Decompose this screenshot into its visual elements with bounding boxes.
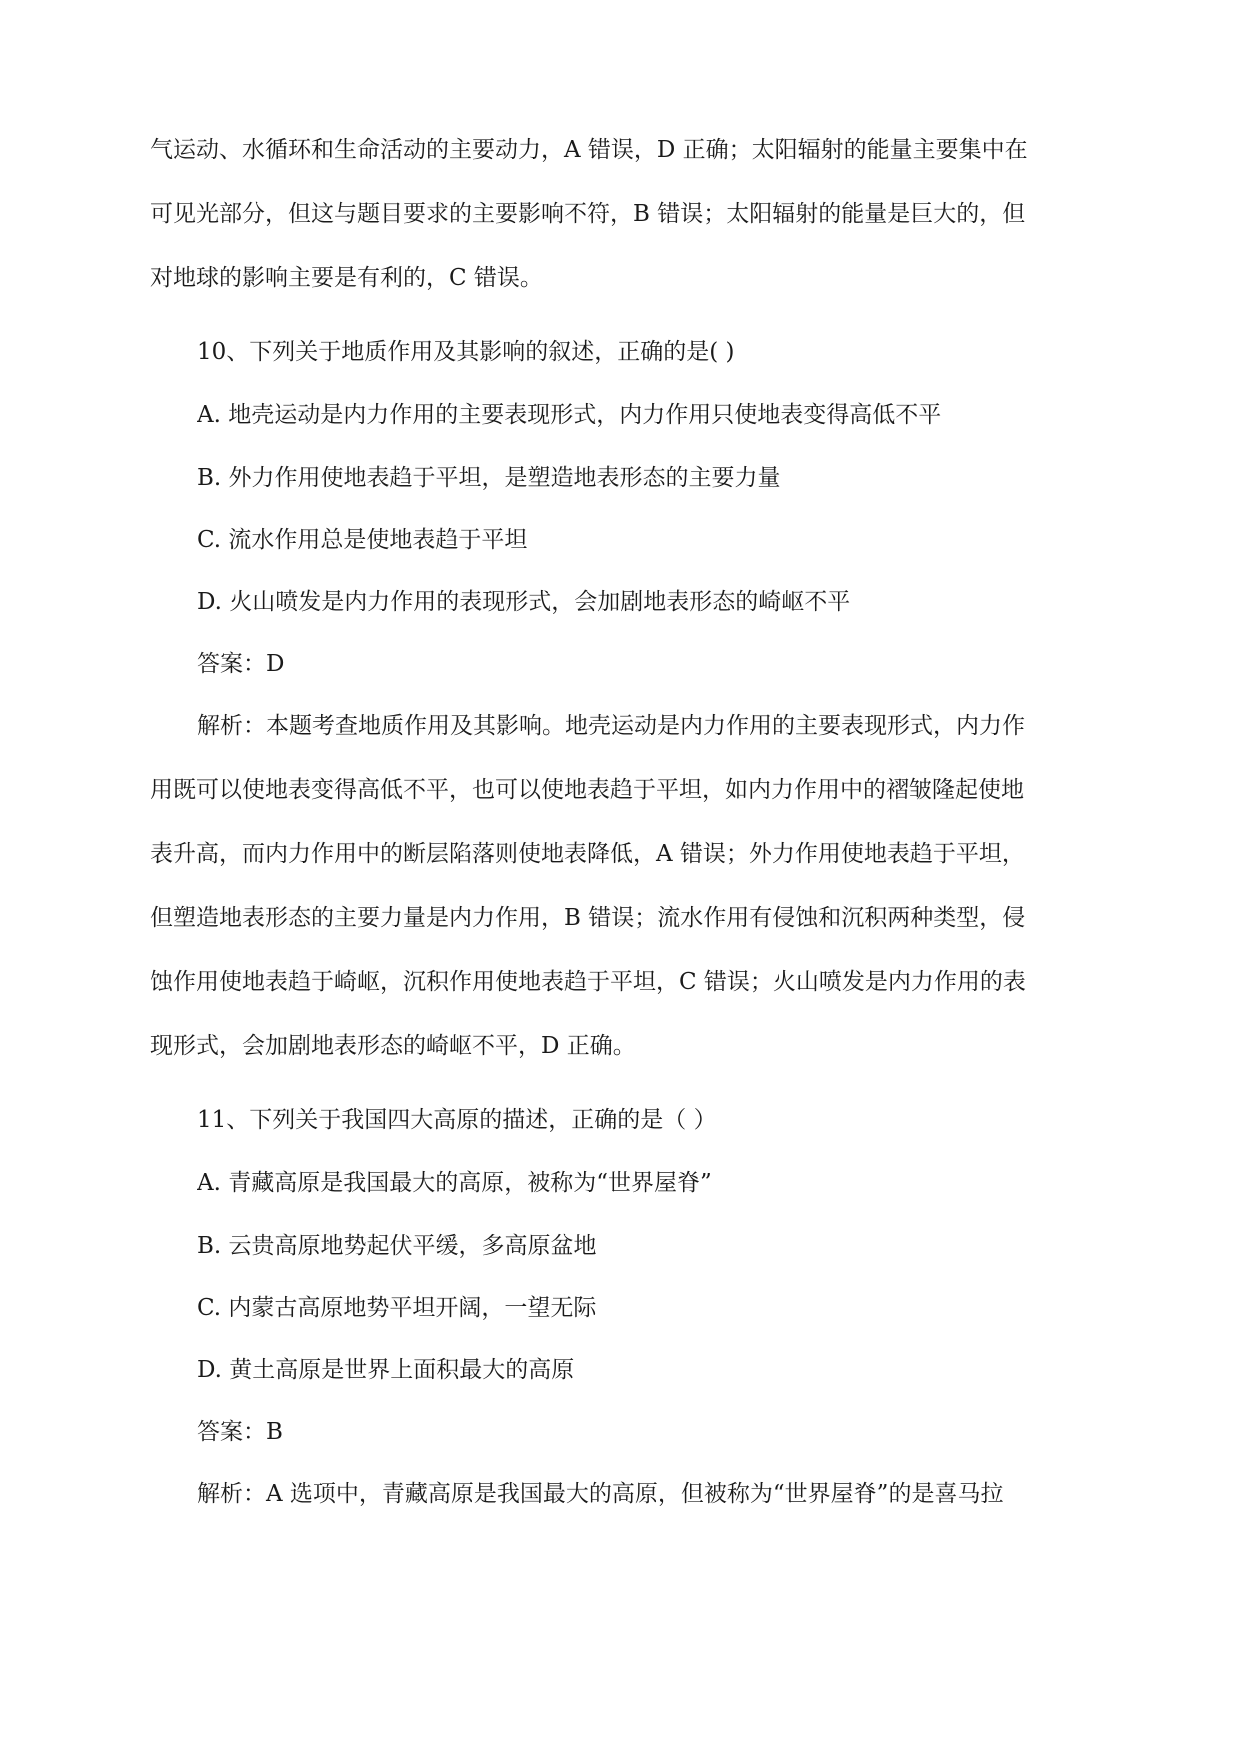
question-10-stem: 10、下列关于地质作用及其影响的叙述，正确的是( ) <box>197 339 735 365</box>
paragraph-line: 现形式，会加剧地表形态的崎岖不平，D 正确。 <box>150 1033 636 1059</box>
question-10-answer: 答案：D <box>197 651 285 677</box>
question-10-option-c: C. 流水作用总是使地表趋于平坦 <box>197 527 528 553</box>
question-11-option-a: A. 青藏高原是我国最大的高原，被称为“世界屋脊” <box>197 1170 712 1196</box>
paragraph-line: 可见光部分，但这与题目要求的主要影响不符，B 错误；太阳辐射的能量是巨大的，但 <box>150 201 1026 227</box>
paragraph-line: 表升高，而内力作用中的断层陷落则使地表降低，A 错误；外力作用使地表趋于平坦， <box>150 841 1025 867</box>
question-10-option-d: D. 火山喷发是内力作用的表现形式，会加剧地表形态的崎岖不平 <box>197 589 851 615</box>
question-11-explanation: 解析：A 选项中，青藏高原是我国最大的高原，但被称为“世界屋脊”的是喜马拉 <box>197 1481 1004 1507</box>
question-11-option-c: C. 内蒙古高原地势平坦开阔，一望无际 <box>197 1295 597 1321</box>
question-11-option-d: D. 黄土高原是世界上面积最大的高原 <box>197 1357 575 1383</box>
question-11-stem: 11、下列关于我国四大高原的描述，正确的是（ ） <box>197 1107 717 1133</box>
question-11-option-b: B. 云贵高原地势起伏平缓，多高原盆地 <box>197 1233 597 1259</box>
paragraph-line: 蚀作用使地表趋于崎岖，沉积作用使地表趋于平坦，C 错误；火山喷发是内力作用的表 <box>150 969 1026 995</box>
paragraph-line: 用既可以使地表变得高低不平，也可以使地表趋于平坦，如内力作用中的褶皱隆起使地 <box>150 777 1024 803</box>
question-10-option-b: B. 外力作用使地表趋于平坦，是塑造地表形态的主要力量 <box>197 465 781 491</box>
question-10-explanation: 解析：本题考查地质作用及其影响。地壳运动是内力作用的主要表现形式，内力作 <box>197 713 1025 739</box>
question-10-option-a: A. 地壳运动是内力作用的主要表现形式，内力作用只使地表变得高低不平 <box>197 402 942 428</box>
paragraph-line: 对地球的影响主要是有利的，C 错误。 <box>150 265 543 291</box>
paragraph-line: 但塑造地表形态的主要力量是内力作用，B 错误；流水作用有侵蚀和沉积两种类型，侵 <box>150 905 1026 931</box>
paragraph-line: 气运动、水循环和生命活动的主要动力，A 错误，D 正确；太阳辐射的能量主要集中在 <box>150 137 1028 163</box>
question-11-answer: 答案：B <box>197 1419 283 1445</box>
